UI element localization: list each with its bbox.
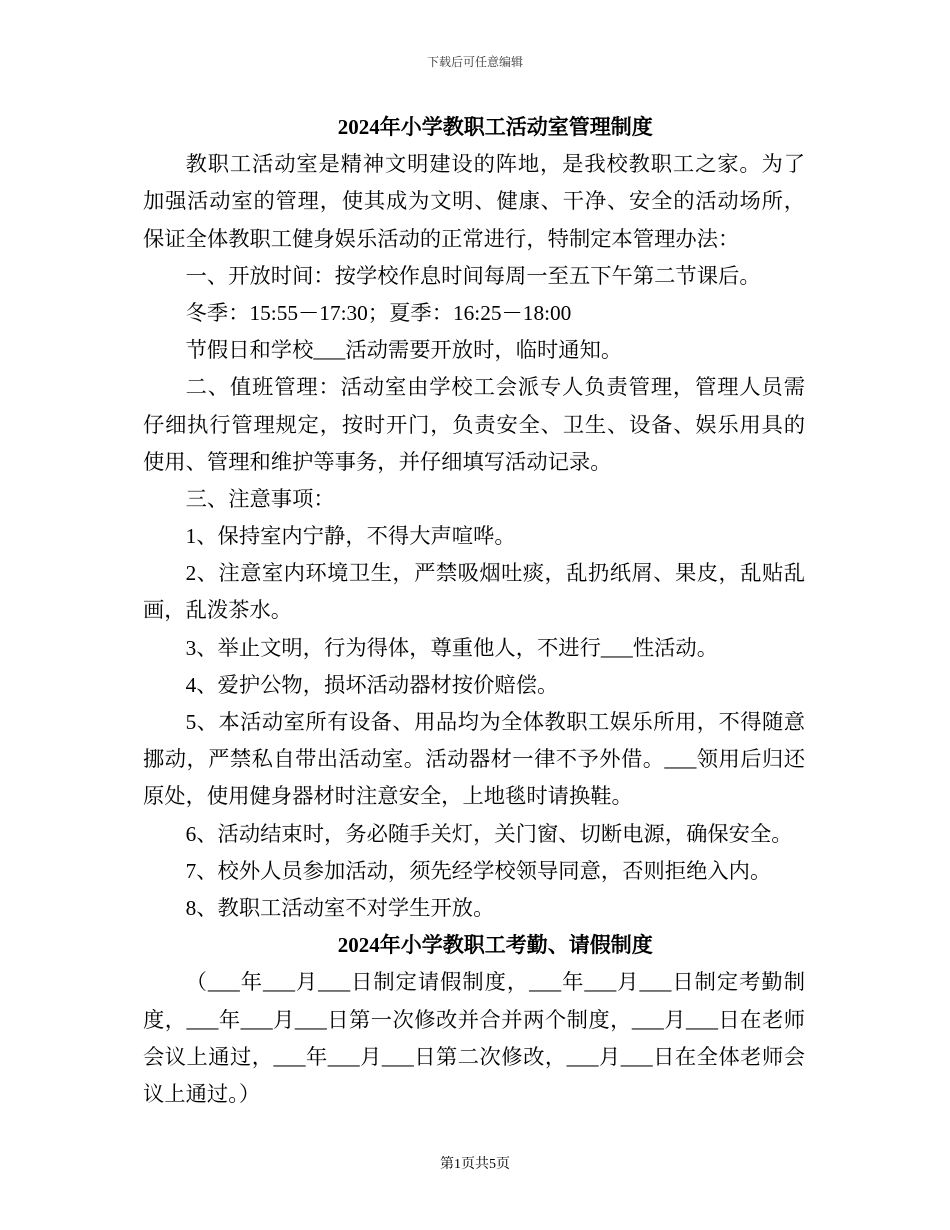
text-line: 三、注意事项： — [185, 486, 335, 511]
text-line: 使用、管理和维护等事务，并仔细填写活动记录。 — [143, 449, 612, 474]
duty-management-paragraph — [143, 369, 805, 481]
document-title-attendance: 2024年小学教职工考勤、请假制度 — [337, 933, 653, 958]
text-line: 画，乱泼茶水。 — [143, 598, 293, 623]
text-line: 8、教职工活动室不对学生开放。 — [185, 895, 495, 920]
text-line: 4、爱护公物，损坏活动器材按价赔偿。 — [185, 672, 559, 697]
document-title-activity-room: 2024年小学教职工活动室管理制度 — [337, 115, 653, 139]
text-line: 6、活动结束时，务必随手关灯，关门窗、切断电源，确保安全。 — [185, 821, 793, 846]
text-line: 3、举止文明，行为得体，尊重他人，不进行___性活动。 — [185, 635, 719, 660]
text-line: 议上通过。） — [143, 1081, 261, 1106]
text-line: 教职工活动室是精神文明建设的阵地，是我校教职工之家。为了 — [185, 152, 805, 177]
rule-6 — [143, 816, 805, 853]
text-line: 5、本活动室所有设备、用品均为全体教职工娱乐所用，不得随意 — [185, 710, 805, 734]
text-line: 加强活动室的管理，使其成为文明、健康、干净、安全的活动场所， — [143, 189, 805, 214]
text-line: 二、值班管理：活动室由学校工会派专人负责管理，管理人员需 — [185, 375, 805, 400]
text-line: 挪动，严禁私自带出活动室。活动器材一律不予外借。___领用后归还 — [143, 747, 805, 772]
holiday-notice-paragraph — [143, 332, 805, 369]
revision-history-paragraph — [143, 964, 805, 1113]
intro-paragraph — [143, 146, 805, 258]
text-line: 仔细执行管理规定，按时开门，负责安全、卫生、设备、娱乐用具的 — [143, 412, 805, 437]
rule-1 — [143, 518, 805, 555]
text-line: 会议上通过，___年___月___日第二次修改，___月___日在全体老师会 — [143, 1044, 805, 1069]
rule-5 — [143, 704, 805, 816]
text-line: 冬季：15:55－17:30；夏季：16:25－18:00 — [185, 300, 572, 325]
text-line: （___年___月___日制定请假制度，___年___月___日制定考勤制 — [185, 970, 805, 995]
rule-2 — [143, 555, 805, 629]
rule-8 — [143, 890, 805, 927]
opening-hours-paragraph — [143, 258, 805, 295]
rule-7 — [143, 853, 805, 890]
text-line: 7、校外人员参加活动，须先经学校领导同意，否则拒绝入内。 — [185, 858, 772, 883]
text-line: 原处，使用健身器材时注意安全，上地毯时请换鞋。 — [143, 784, 633, 809]
header-note: 下载后可任意编辑 — [426, 55, 523, 69]
text-line: 2、注意室内环境卫生，严禁吸烟吐痰，乱扔纸屑、果皮，乱贴乱 — [185, 561, 805, 586]
rule-3 — [143, 630, 805, 667]
document-body — [143, 109, 805, 1113]
text-line: 保证全体教职工健身娱乐活动的正常进行，特制定本管理办法： — [143, 226, 740, 251]
text-line: 一、开放时间：按学校作息时间每周一至五下午第二节课后。 — [185, 263, 761, 288]
text-line: 节假日和学校___活动需要开放时，临时通知。 — [185, 338, 623, 363]
text-line: 度，___年___月___日第一次修改并合并两个制度，___月___日在老师 — [143, 1007, 805, 1032]
seasonal-hours-paragraph — [143, 295, 805, 332]
text-line: 1、保持室内宁静，不得大声喧哗。 — [185, 524, 516, 549]
page-number-footer: 第1页共5页 — [440, 1157, 510, 1172]
rule-4 — [143, 667, 805, 704]
precautions-heading — [143, 481, 805, 518]
